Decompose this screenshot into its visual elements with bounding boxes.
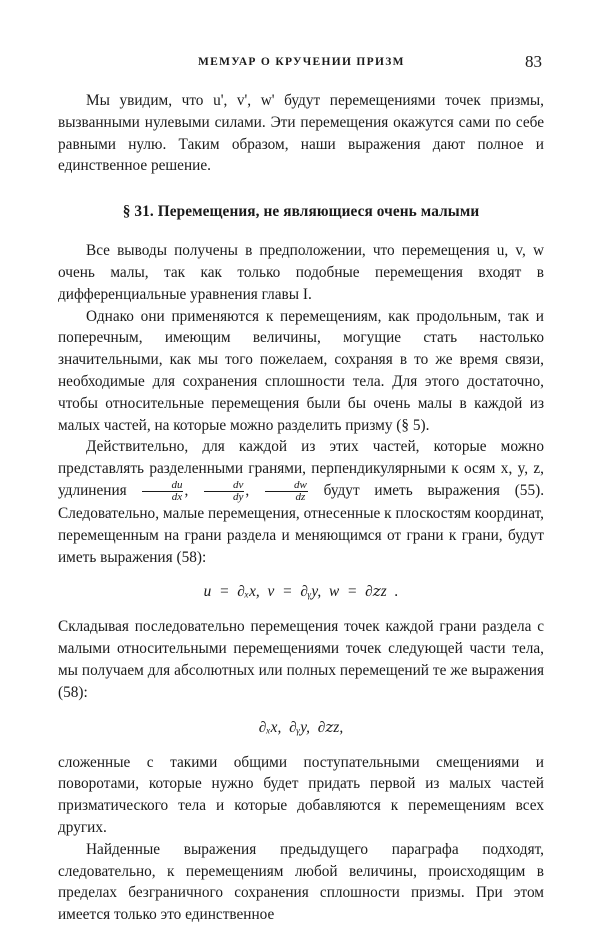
book-page [58,50,545,924]
formula-expressions: ∂ₓx, ∂ᵧy, ∂𝑧z, [258,718,344,736]
running-title: МЕМУАР О КРУЧЕНИИ ПРИЗМ [198,56,405,68]
paragraph-4-after: будут иметь выражения (55). Следовательно, малые перемещения, отнесенные к плоскостям координат, перемещенным на грани раздела и меняющимся от грани к грани, будут иметь выражения (58): [58,481,545,566]
paragraph-3: Однако они применяются к перемещениям, как продольным, так и поперечным, имеющим величины, могущие стать настолько значительными, как мы того пожелаем, сохраняя в то же время связи, необходимые для сохранения сплошности тела. Для этого достаточно, чтобы относительные перемещения были бы очень малы в каждой из малых частей, на которые можно разделить призму (§ 5). [58,307,544,434]
fraction-dv-dy: $\frac{dv}{dy}$ [204,480,244,503]
paragraph-4: Действительно, для каждой из этих частей, которые можно представлять разделенными гранями, перпендикулярными к осям x, y, z, удлинения $\frac{du}{dx}$ , $\frac{dv}{dy}$ , $\frac{dw}{dz}$ будут иметь выражения (55). Следовательно, малые перемещения, отнесенные к плоскостям координат, перемещенным на грани раздела и меняющимся от грани к грани, будут иметь выражения (58): [58,438,545,566]
page-number: 83 [525,52,542,71]
paragraph-6: сложенные с такими общими поступательными смещениями и поворотами, которые нужно будет придать первой из малых частей призматического тела и которые добавляются к перемещениям всех других. [58,753,544,836]
paragraph-7: Найденные выражения предыдущего параграфа подходят, следовательно, к перемещениям любой величины, происходящим в пределах безграничного сохранения сплошности призмы. При этом имеется только это единственное [58,840,544,924]
formula-displacements: u = ∂ₓx, v = ∂ᵧy, w = ∂𝑧z . [203,583,399,601]
page-header [58,50,544,80]
section-heading: § 31. Перемещения, не являющиеся очень малыми [122,203,480,221]
paragraph-1: Мы увидим, что u', v', w' будут перемещениями точек призмы, вызванными нулевыми силами. Эти перемещения окажутся сами по себе равными нулю. Таким образом, наши выражения дают полное и единственное решение. [58,92,544,175]
fraction-dw-dz: $\frac{dw}{dz}$ [265,480,308,503]
fraction-du-dx: $\frac{du}{dx}$ [142,480,183,503]
paragraph-2: Все выводы получены в предположении, что перемещения u, v, w очень малы, так как только подобные перемещения входят в дифференциальные уравнения главы I. [58,242,544,303]
paragraph-5: Складывая последовательно перемещения точек каждой грани раздела с малыми относительными перемещениями точек следующей части тела, мы получаем для абсолютных или полных перемещений те же выражения (58): [58,618,544,701]
paragraph-4-before: Действительно, для каждой из этих частей, которые можно представлять разделенными гранями, перпендикулярными к осям x, y, z, удлинения [58,438,544,499]
